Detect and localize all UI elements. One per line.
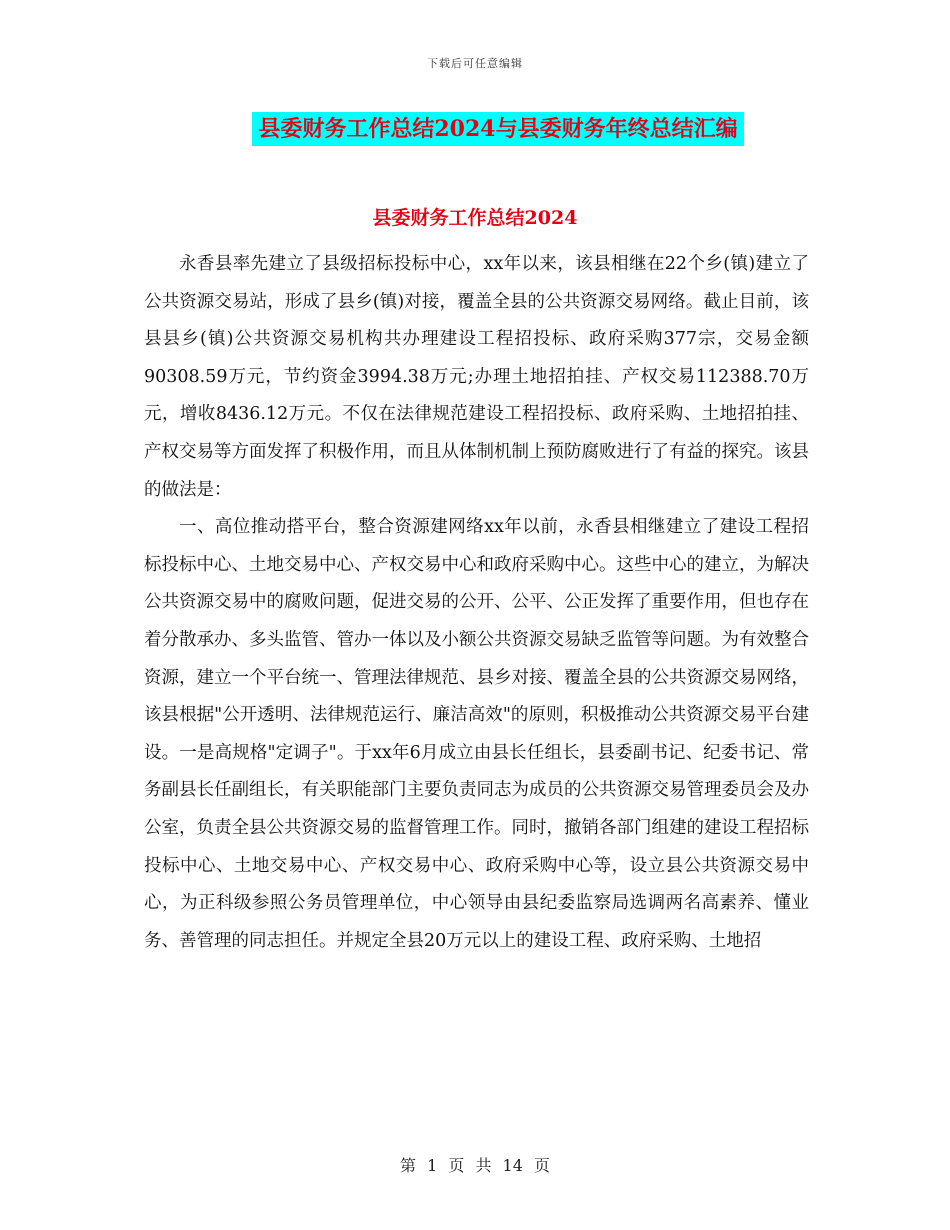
page-header-note: 下载后可任意编辑 [427, 57, 523, 70]
paragraph-section-one: 一、高位推动搭平台，整合资源建网络xx年以前，永香县相继建立了建设工程招标投标中心、土地交易中心、产权交易中心和政府采购中心。这些中心的建立，为解决公共资源交易中的腐败问题，促进交易的公开、公平、公正发挥了重要作用，但也存在着分散承办、多头监管、管办一体以及小额公共资源交易缺乏监管等问题。为有效整合资源，建立一个平台统一、管理法律规范、县乡对接、覆盖全县的公共资源交易网络，该县根据"公开透明、法律规范运行、廉洁高效"的原则，积极推动公共资源交易平台建设。一是高规格"定调子"。于xx年6月成立由县长任组长，县委副书记、纪委书记、常务副县长任副组长，有关职能部门主要负责同志为成员的公共资源交易管理委员会及办公室，负责全县公共资源交易的监督管理工作。同时，撤销各部门组建的建设工程招标投标中心、土地交易中心、产权交易中心、政府采购中心等，设立县公共资源交易中心，为正科级参照公务员管理单位，中心领导由县纪委监察局选调两名高素养、懂业务、善管理的同志担任。并规定全县20万元以上的建设工程、政府采购、土地招 [144, 517, 809, 951]
document-title: 县委财务工作总结2024与县委财务年终总结汇编 [252, 112, 743, 146]
paragraph-intro: 永香县率先建立了县级招标投标中心，xx年以来，该县相继在22个乡(镇)建立了公共资源交易站，形成了县乡(镇)对接，覆盖全县的公共资源交易网络。截止目前，该县县乡(镇)公共资源交易机构共办理建设工程招投标、政府采购377宗，交易金额90308.59万元，节约资金3994.38万元;办理土地招拍挂、产权交易112388.70万元，增收8436.12万元。不仅在法律规范建设工程招投标、政府采购、土地招拍挂、产权交易等方面发挥了积极作用，而且从体制机制上预防腐败进行了有益的探究。该县的做法是： [144, 254, 809, 500]
document-body [144, 246, 809, 960]
document-title-container [0, 112, 950, 146]
section-title: 县委财务工作总结2024 [372, 207, 578, 229]
page-number-footer: 第 1 页 共 14 页 [400, 1156, 550, 1175]
